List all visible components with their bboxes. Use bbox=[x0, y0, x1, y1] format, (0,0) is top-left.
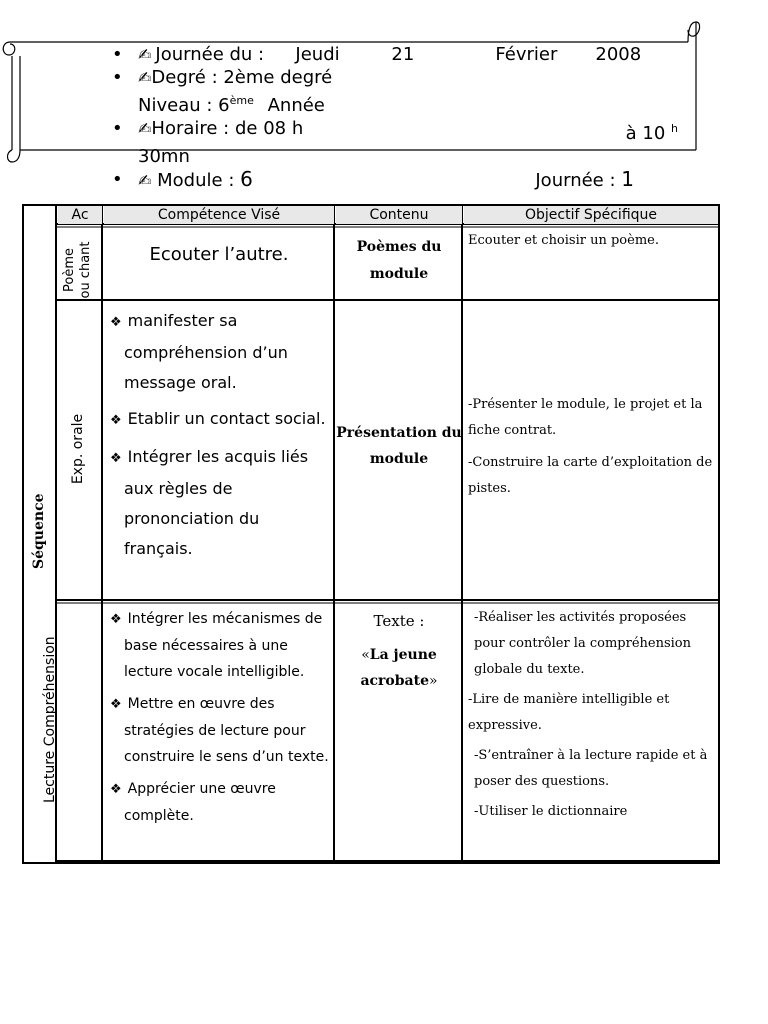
diamond-bullet-icon: ❖ bbox=[110, 697, 122, 712]
header-ac: Ac bbox=[58, 206, 102, 224]
competence-item: ❖ Etablir un contact social. bbox=[110, 409, 326, 428]
header-competence: Compétence Visé bbox=[104, 206, 334, 224]
competence-list-exp-orale bbox=[110, 306, 328, 564]
activity-exp-orale: Exp. orale bbox=[70, 413, 86, 485]
competence-item: ❖ manifester sa compréhension d’un message oral. bbox=[110, 311, 288, 392]
lesson-table bbox=[22, 204, 720, 864]
competence-item: ❖ Intégrer les mécanismes de base nécessaires à une lecture vocale intelligible. bbox=[110, 611, 323, 680]
horaire-item: • ✍Horaire : de 08 h à 10 $^h$ 30mn bbox=[112, 118, 678, 167]
bullet-icon: • bbox=[112, 169, 123, 190]
bullet-icon: • bbox=[112, 44, 123, 65]
bullet-icon: • bbox=[112, 118, 123, 139]
sequence-label: Séquence bbox=[31, 493, 47, 569]
activity-lecture-comprehension: Lecture Compréhension bbox=[42, 636, 58, 803]
degre-item: • ✍ Degré : 2ème degré Niveau : 6ème Année bbox=[112, 66, 692, 117]
diamond-bullet-icon: ❖ bbox=[110, 315, 122, 330]
contenu-poemes: Poèmes du module bbox=[356, 239, 442, 282]
header-contenu: Contenu bbox=[336, 206, 462, 224]
competence-item: ❖ Apprécier une œuvre complète. bbox=[110, 781, 276, 824]
diamond-bullet-icon: ❖ bbox=[110, 413, 122, 428]
contenu-title: «La jeune acrobate» bbox=[360, 647, 438, 689]
header-scroll-banner bbox=[0, 0, 768, 200]
writing-hand-icon: ✍ bbox=[138, 171, 152, 190]
competence-item: ❖ Intégrer les acquis liés aux règles de prononciation du français. bbox=[110, 447, 309, 558]
writing-hand-icon: ✍ bbox=[138, 45, 152, 64]
competence-ecouter: Ecouter l’autre. bbox=[149, 244, 289, 265]
diamond-bullet-icon: ❖ bbox=[110, 612, 122, 627]
journee-item: • ✍ Journée du : Jeudi 21 Février 2008 bbox=[112, 44, 642, 65]
activity-poeme-chant: Poème ou chant bbox=[62, 241, 93, 299]
diamond-bullet-icon: ❖ bbox=[110, 451, 122, 466]
objectif-ecouter: Ecouter et choisir un poème. bbox=[468, 233, 659, 248]
contenu-presentation: Présentation du module bbox=[336, 425, 462, 467]
writing-hand-icon: ✍ bbox=[138, 119, 152, 138]
contenu-texte: Texte : «La jeune acrobate» bbox=[336, 608, 462, 694]
header-info-list bbox=[112, 43, 692, 192]
header-objectif: Objectif Spécifique bbox=[464, 206, 718, 224]
competence-item: ❖ Mettre en œuvre des stratégies de lecture pour construire le sens d’un texte. bbox=[110, 696, 329, 765]
bullet-icon: • bbox=[112, 67, 123, 88]
competence-list-lecture bbox=[110, 606, 330, 829]
objectif-list-lecture: -Réaliser les activités proposées pour contrôler la compréhension globale du texte. -Lire de manière intelligible et expressive. -S’entraîner à la lecture rapide et à poser des questions. -Utiliser le dictionnaire bbox=[468, 610, 708, 819]
module-item: • ✍ Module : 6 Journée : 1 bbox=[112, 167, 634, 191]
objectif-list-exp-orale: -Présenter le module, le projet et la fiche contrat. -Construire la carte d’exploitation de pistes. bbox=[468, 397, 713, 496]
niveau-line: Niveau : 6ème Année bbox=[138, 94, 325, 116]
writing-hand-icon: ✍ bbox=[138, 68, 152, 87]
diamond-bullet-icon: ❖ bbox=[110, 782, 122, 797]
